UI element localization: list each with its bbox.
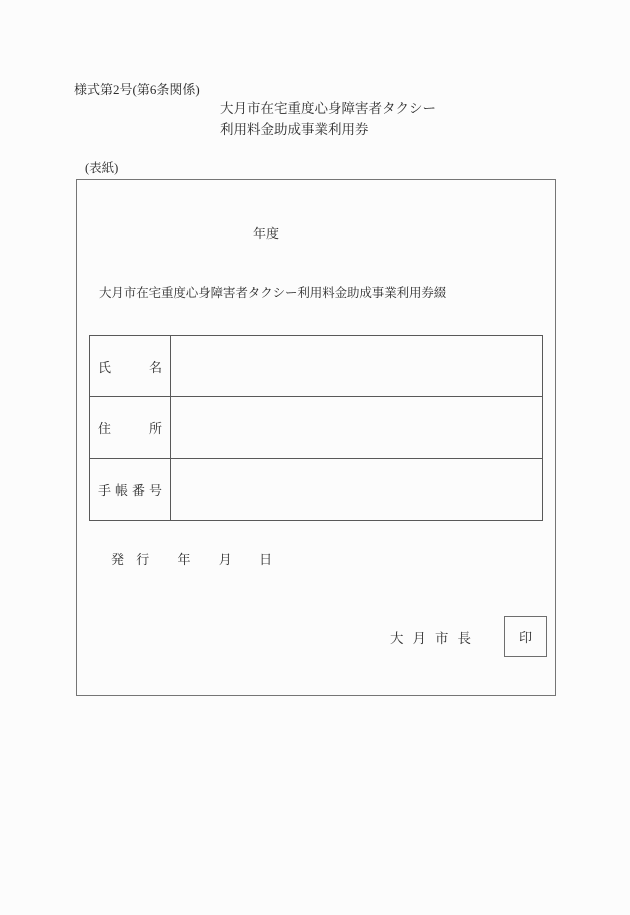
issue-date-char-hatsu: 発 [111,552,125,567]
issue-date-char-month: 月 [218,552,232,567]
field-label-certificate-number [90,459,171,520]
document-title-line2: 利用料金助成事業利用券 [220,122,369,137]
mayor-label: 大月市長 [390,631,480,646]
field-label-address-text: 住所 [98,420,162,436]
issue-date-char-kou: 行 [136,552,150,567]
issue-date-char-year: 年 [177,552,191,567]
booklet-title: 大月市在宅重度心身障害者タクシー利用料金助成事業利用券綴 [99,286,447,300]
field-label-address [90,397,171,458]
field-label-name-text: 氏名 [98,359,162,375]
cover-note: (表紙) [85,161,119,175]
field-label-name [90,336,171,397]
issue-date-char-day: 日 [259,552,273,567]
fiscal-year-label: 年度 [253,226,280,241]
field-value-name [171,336,542,397]
document-title-line1: 大月市在宅重度心身障害者タクシー [220,101,436,116]
seal-label: 印 [518,630,532,645]
field-label-certificate-number-text: 手帳番号 [98,482,162,498]
issue-date-line [111,553,272,568]
form-number: 様式第2号(第6条関係) [74,82,200,97]
field-value-address [171,397,542,458]
seal-box [504,616,547,657]
fields-table [89,335,543,521]
field-value-certificate-number [171,459,542,520]
